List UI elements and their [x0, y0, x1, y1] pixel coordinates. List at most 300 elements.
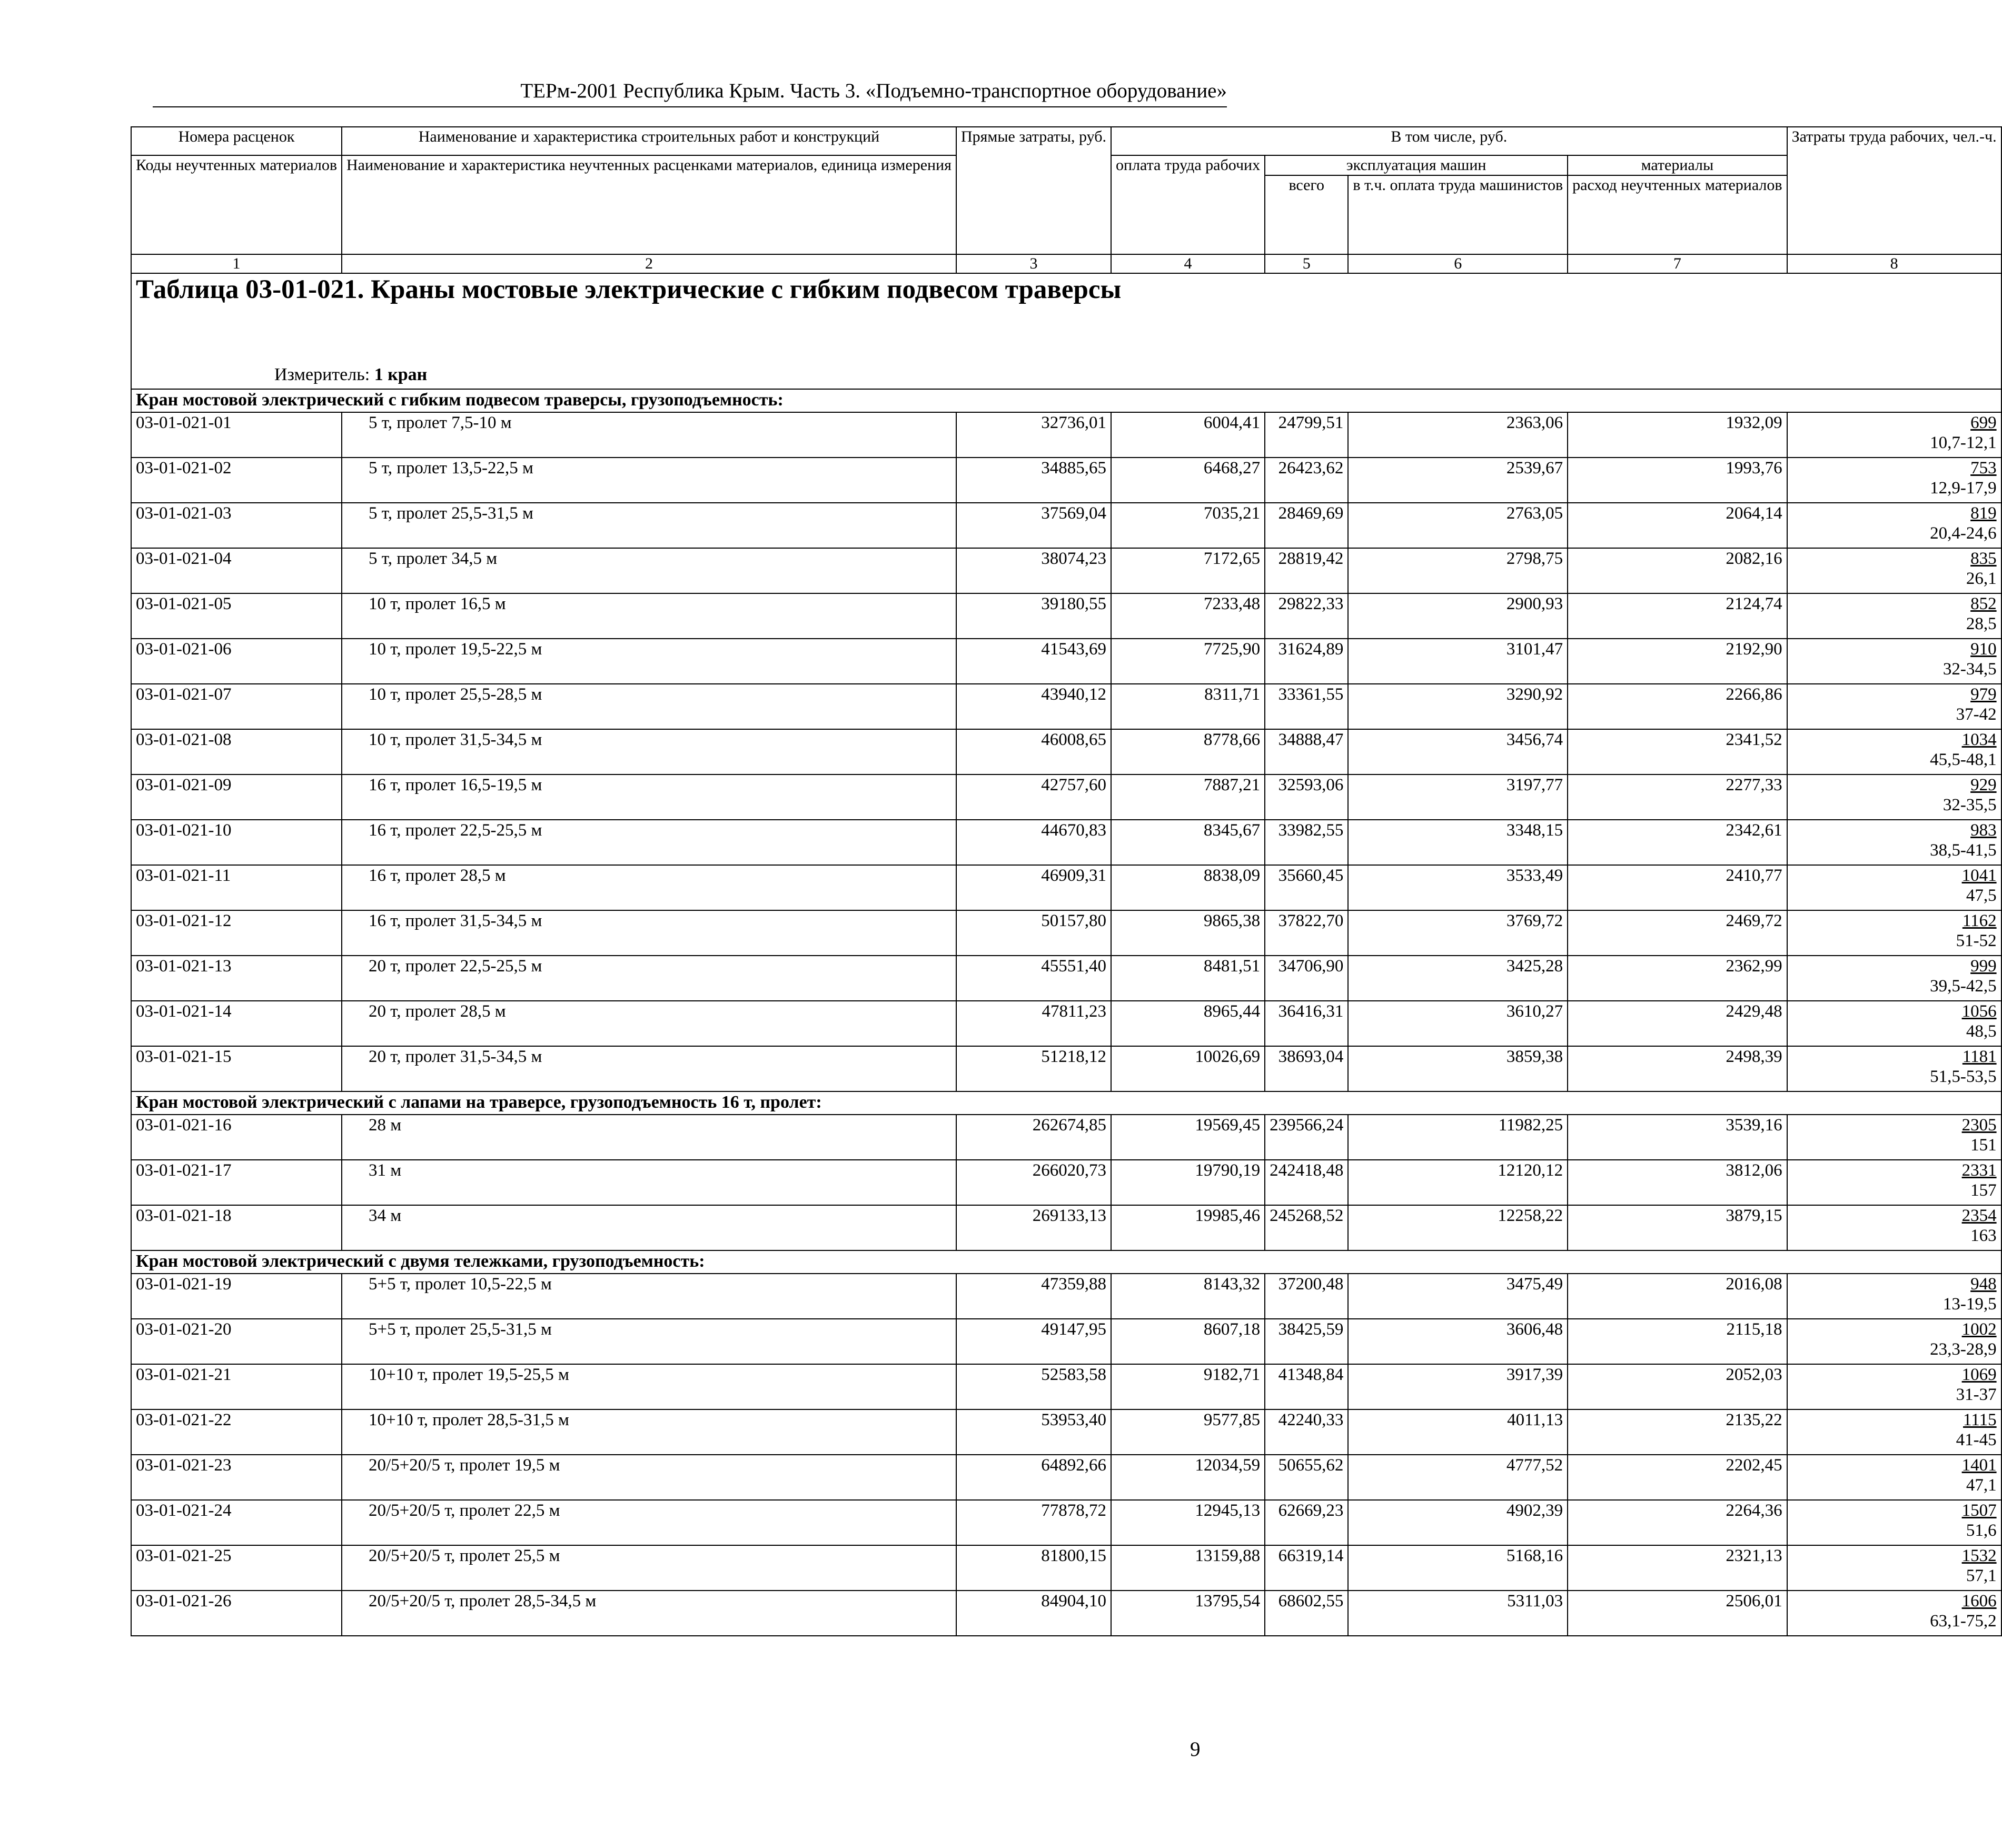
- workers-pay: 7035,21: [1111, 503, 1265, 548]
- labor-mass-cell: [1787, 1591, 2001, 1636]
- equipment-mass: 51,5-53,5: [1930, 1067, 1997, 1086]
- machines-total: 33361,55: [1265, 684, 1348, 729]
- labor-hours: 852: [1970, 594, 1997, 613]
- workers-pay: 19569,45: [1111, 1115, 1265, 1160]
- materials-cost: 2082,16: [1568, 548, 1787, 593]
- rate-code: 03-01-021-03: [131, 503, 342, 548]
- table-row: [131, 1160, 2001, 1205]
- direct-costs: 34885,65: [956, 458, 1111, 503]
- machines-total: 24799,51: [1265, 412, 1348, 458]
- direct-costs: 47359,88: [956, 1274, 1111, 1319]
- labor-hours: 929: [1970, 776, 1997, 794]
- operators-pay: 2900,93: [1348, 593, 1568, 639]
- header-pay: оплата труда рабочих: [1111, 155, 1265, 254]
- workers-pay: 8345,67: [1111, 820, 1265, 865]
- table-row: [131, 729, 2001, 774]
- materials-cost: 1932,09: [1568, 412, 1787, 458]
- table-row: [131, 1046, 2001, 1091]
- equipment-mass: 47,1: [1966, 1476, 1997, 1495]
- rate-code: 03-01-021-17: [131, 1160, 342, 1205]
- labor-mass-cell: [1787, 956, 2001, 1001]
- work-name: 10+10 т, пролет 19,5-25,5 м: [342, 1364, 956, 1409]
- work-name: 20/5+20/5 т, пролет 28,5-34,5 м: [342, 1591, 956, 1636]
- labor-hours: 1606: [1961, 1592, 1997, 1611]
- equipment-mass: 39,5-42,5: [1930, 977, 1997, 996]
- rate-code: 03-01-021-06: [131, 639, 342, 684]
- labor-hours: 1162: [1962, 911, 1997, 930]
- workers-pay: 12945,13: [1111, 1500, 1265, 1545]
- materials-cost: 2341,52: [1568, 729, 1787, 774]
- direct-costs: 41543,69: [956, 639, 1111, 684]
- work-name: 20/5+20/5 т, пролет 25,5 м: [342, 1545, 956, 1591]
- table-row: [131, 820, 2001, 865]
- operators-pay: 3456,74: [1348, 729, 1568, 774]
- labor-mass-cell: [1787, 1205, 2001, 1250]
- workers-pay: 8143,32: [1111, 1274, 1265, 1319]
- labor-mass-cell: [1787, 593, 2001, 639]
- table-row: [131, 1500, 2001, 1545]
- col-number: 4: [1111, 254, 1265, 273]
- work-name: 5 т, пролет 25,5-31,5 м: [342, 503, 956, 548]
- operators-pay: 2763,05: [1348, 503, 1568, 548]
- workers-pay: 8965,44: [1111, 1001, 1265, 1046]
- header-labor: Затраты труда рабочих, чел.-ч.: [1787, 127, 2001, 254]
- work-name: 10 т, пролет 25,5-28,5 м: [342, 684, 956, 729]
- operators-pay: 3917,39: [1348, 1364, 1568, 1409]
- materials-cost: 2321,13: [1568, 1545, 1787, 1591]
- header-incl-pay: в т.ч. оплата труда машинистов: [1348, 175, 1568, 254]
- equipment-mass: 163: [1970, 1226, 1997, 1245]
- equipment-mass: 28,5: [1966, 614, 1997, 633]
- direct-costs: 49147,95: [956, 1319, 1111, 1364]
- table-row: [131, 458, 2001, 503]
- header-col1-top: Номера расценок: [131, 127, 342, 155]
- materials-cost: 3539,16: [1568, 1115, 1787, 1160]
- machines-total: 34706,90: [1265, 956, 1348, 1001]
- work-name: 5 т, пролет 34,5 м: [342, 548, 956, 593]
- direct-costs: 46008,65: [956, 729, 1111, 774]
- equipment-mass: 32-34,5: [1942, 660, 1997, 679]
- rate-code: 03-01-021-07: [131, 684, 342, 729]
- equipment-mass: 12,9-17,9: [1930, 479, 1997, 498]
- operators-pay: 4902,39: [1348, 1500, 1568, 1545]
- direct-costs: 84904,10: [956, 1591, 1111, 1636]
- materials-cost: 2052,03: [1568, 1364, 1787, 1409]
- table-row: [131, 593, 2001, 639]
- materials-cost: 2064,14: [1568, 503, 1787, 548]
- equipment-mass: 57,1: [1966, 1566, 1997, 1585]
- materials-cost: 2266,86: [1568, 684, 1787, 729]
- direct-costs: 53953,40: [956, 1409, 1111, 1455]
- workers-pay: 9182,71: [1111, 1364, 1265, 1409]
- workers-pay: 7725,90: [1111, 639, 1265, 684]
- direct-costs: 44670,83: [956, 820, 1111, 865]
- labor-mass-cell: [1787, 503, 2001, 548]
- materials-cost: 3879,15: [1568, 1205, 1787, 1250]
- operators-pay: 11982,25: [1348, 1115, 1568, 1160]
- materials-cost: 2506,01: [1568, 1591, 1787, 1636]
- direct-costs: 51218,12: [956, 1046, 1111, 1091]
- operators-pay: 3859,38: [1348, 1046, 1568, 1091]
- machines-total: 41348,84: [1265, 1364, 1348, 1409]
- labor-hours: 753: [1970, 459, 1997, 478]
- equipment-mass: 157: [1970, 1181, 1997, 1200]
- col-number: 6: [1348, 254, 1568, 273]
- workers-pay: 8311,71: [1111, 684, 1265, 729]
- labor-hours: 2331: [1961, 1161, 1997, 1180]
- workers-pay: 6004,41: [1111, 412, 1265, 458]
- table-row: [131, 1319, 2001, 1364]
- labor-hours: 910: [1970, 640, 1997, 659]
- equipment-mass: 45,5-48,1: [1930, 750, 1997, 769]
- materials-cost: 2264,36: [1568, 1500, 1787, 1545]
- machines-total: 50655,62: [1265, 1455, 1348, 1500]
- rate-code: 03-01-021-20: [131, 1319, 342, 1364]
- col-number: 8: [1787, 254, 2001, 273]
- work-name: 28 м: [342, 1115, 956, 1160]
- labor-mass-cell: [1787, 684, 2001, 729]
- materials-cost: 2115,18: [1568, 1319, 1787, 1364]
- direct-costs: 46909,31: [956, 865, 1111, 910]
- machines-total: 32593,06: [1265, 774, 1348, 820]
- operators-pay: 3197,77: [1348, 774, 1568, 820]
- header-incl: В том числе, руб.: [1111, 127, 1787, 155]
- materials-cost: 3812,06: [1568, 1160, 1787, 1205]
- table-row: [131, 1591, 2001, 1636]
- labor-hours: 2354: [1961, 1206, 1997, 1225]
- labor-mass-cell: [1787, 1046, 2001, 1091]
- work-name: 5 т, пролет 7,5-10 м: [342, 412, 956, 458]
- work-name: 16 т, пролет 28,5 м: [342, 865, 956, 910]
- workers-pay: 10026,69: [1111, 1046, 1265, 1091]
- operators-pay: 4777,52: [1348, 1455, 1568, 1500]
- workers-pay: 8778,66: [1111, 729, 1265, 774]
- header-materials-top: материалы: [1568, 155, 1787, 175]
- machines-total: 34888,47: [1265, 729, 1348, 774]
- labor-mass-cell: [1787, 1364, 2001, 1409]
- header-materials-bottom: расход неучтенных материалов: [1568, 175, 1787, 254]
- direct-costs: 38074,23: [956, 548, 1111, 593]
- labor-hours: 948: [1970, 1275, 1997, 1294]
- machines-total: 29822,33: [1265, 593, 1348, 639]
- materials-cost: 2277,33: [1568, 774, 1787, 820]
- machines-total: 33982,55: [1265, 820, 1348, 865]
- table-row: [131, 1409, 2001, 1455]
- direct-costs: 81800,15: [956, 1545, 1111, 1591]
- labor-hours: 1401: [1961, 1456, 1997, 1475]
- operators-pay: 3475,49: [1348, 1274, 1568, 1319]
- machines-total: 42240,33: [1265, 1409, 1348, 1455]
- rate-code: 03-01-021-09: [131, 774, 342, 820]
- operators-pay: 3101,47: [1348, 639, 1568, 684]
- operators-pay: 5311,03: [1348, 1591, 1568, 1636]
- labor-mass-cell: [1787, 458, 2001, 503]
- rate-code: 03-01-021-22: [131, 1409, 342, 1455]
- labor-mass-cell: [1787, 1500, 2001, 1545]
- work-name: 31 м: [342, 1160, 956, 1205]
- direct-costs: 262674,85: [956, 1115, 1111, 1160]
- rates-table: [131, 126, 2002, 1636]
- labor-hours: 983: [1970, 821, 1997, 840]
- rate-code: 03-01-021-12: [131, 910, 342, 956]
- labor-hours: 2305: [1961, 1116, 1997, 1135]
- labor-mass-cell: [1787, 1001, 2001, 1046]
- labor-mass-cell: [1787, 1319, 2001, 1364]
- table-row: [131, 1455, 2001, 1500]
- col-number: 3: [956, 254, 1111, 273]
- labor-mass-cell: [1787, 774, 2001, 820]
- header-col3: Прямые затраты, руб.: [956, 127, 1111, 254]
- operators-pay: 3769,72: [1348, 910, 1568, 956]
- col-number: 1: [131, 254, 342, 273]
- workers-pay: 8607,18: [1111, 1319, 1265, 1364]
- table-row: [131, 1274, 2001, 1319]
- labor-hours: 1181: [1962, 1047, 1997, 1066]
- workers-pay: 8838,09: [1111, 865, 1265, 910]
- labor-hours: 1056: [1961, 1002, 1997, 1021]
- rate-code: 03-01-021-23: [131, 1455, 342, 1500]
- labor-mass-cell: [1787, 548, 2001, 593]
- table-row: [131, 956, 2001, 1001]
- direct-costs: 50157,80: [956, 910, 1111, 956]
- machines-total: 239566,24: [1265, 1115, 1348, 1160]
- direct-costs: 32736,01: [956, 412, 1111, 458]
- materials-cost: 1993,76: [1568, 458, 1787, 503]
- materials-cost: 2124,74: [1568, 593, 1787, 639]
- materials-cost: 2016,08: [1568, 1274, 1787, 1319]
- col-number: 5: [1265, 254, 1348, 273]
- equipment-mass: 41-45: [1956, 1430, 1997, 1449]
- equipment-mass: 37-42: [1956, 705, 1997, 724]
- table-row: [131, 503, 2001, 548]
- equipment-mass: 38,5-41,5: [1930, 841, 1997, 860]
- work-name: 20 т, пролет 28,5 м: [342, 1001, 956, 1046]
- table-row: [131, 910, 2001, 956]
- work-name: 20/5+20/5 т, пролет 22,5 м: [342, 1500, 956, 1545]
- header-col2-top: Наименование и характеристика строительных работ и конструкций: [342, 127, 956, 155]
- materials-cost: 2498,39: [1568, 1046, 1787, 1091]
- table-row: [131, 639, 2001, 684]
- col-number: 2: [342, 254, 956, 273]
- materials-cost: 2410,77: [1568, 865, 1787, 910]
- operators-pay: 2539,67: [1348, 458, 1568, 503]
- work-name: 16 т, пролет 16,5-19,5 м: [342, 774, 956, 820]
- workers-pay: 7887,21: [1111, 774, 1265, 820]
- machines-total: 35660,45: [1265, 865, 1348, 910]
- rate-code: 03-01-021-14: [131, 1001, 342, 1046]
- machines-total: 68602,55: [1265, 1591, 1348, 1636]
- materials-cost: 2429,48: [1568, 1001, 1787, 1046]
- work-name: 16 т, пролет 31,5-34,5 м: [342, 910, 956, 956]
- equipment-mass: 13-19,5: [1942, 1295, 1997, 1314]
- work-name: 16 т, пролет 22,5-25,5 м: [342, 820, 956, 865]
- machines-total: 38425,59: [1265, 1319, 1348, 1364]
- labor-mass-cell: [1787, 1455, 2001, 1500]
- labor-hours: 1069: [1961, 1365, 1997, 1384]
- group-title: Кран мостовой электрический с двумя тележками, грузоподъемность:: [131, 1250, 2001, 1274]
- rate-code: 03-01-021-11: [131, 865, 342, 910]
- meter: [136, 362, 1997, 388]
- machines-total: 36416,31: [1265, 1001, 1348, 1046]
- labor-hours: 1532: [1961, 1546, 1997, 1565]
- work-name: 10 т, пролет 31,5-34,5 м: [342, 729, 956, 774]
- operators-pay: 3425,28: [1348, 956, 1568, 1001]
- rate-code: 03-01-021-01: [131, 412, 342, 458]
- header-total: всего: [1265, 175, 1348, 254]
- machines-total: 62669,23: [1265, 1500, 1348, 1545]
- work-name: 20 т, пролет 31,5-34,5 м: [342, 1046, 956, 1091]
- direct-costs: 52583,58: [956, 1364, 1111, 1409]
- labor-mass-cell: [1787, 729, 2001, 774]
- operators-pay: 3606,48: [1348, 1319, 1568, 1364]
- operators-pay: 3290,92: [1348, 684, 1568, 729]
- equipment-mass: 10,7-12,1: [1930, 433, 1997, 452]
- equipment-mass: 151: [1970, 1136, 1997, 1155]
- direct-costs: 42757,60: [956, 774, 1111, 820]
- labor-hours: 819: [1970, 504, 1997, 523]
- work-name: 20 т, пролет 22,5-25,5 м: [342, 956, 956, 1001]
- table-row: [131, 1545, 2001, 1591]
- workers-pay: 6468,27: [1111, 458, 1265, 503]
- table-row: [131, 1115, 2001, 1160]
- work-name: 10 т, пролет 19,5-22,5 м: [342, 639, 956, 684]
- group-title: Кран мостовой электрический с гибким подвесом траверсы, грузоподъемность:: [131, 389, 2001, 412]
- labor-hours: 1002: [1961, 1320, 1997, 1339]
- labor-hours: 1041: [1961, 866, 1997, 885]
- workers-pay: 9577,85: [1111, 1409, 1265, 1455]
- table-title-cell: [131, 273, 2001, 362]
- machines-total: 31624,89: [1265, 639, 1348, 684]
- table-row: [131, 774, 2001, 820]
- labor-mass-cell: [1787, 1409, 2001, 1455]
- workers-pay: 12034,59: [1111, 1455, 1265, 1500]
- work-name: 20/5+20/5 т, пролет 19,5 м: [342, 1455, 956, 1500]
- operators-pay: 2798,75: [1348, 548, 1568, 593]
- labor-hours: 835: [1970, 549, 1997, 568]
- rate-code: 03-01-021-10: [131, 820, 342, 865]
- equipment-mass: 47,5: [1966, 886, 1997, 905]
- rate-code: 03-01-021-18: [131, 1205, 342, 1250]
- labor-mass-cell: [1787, 639, 2001, 684]
- machines-total: 28819,42: [1265, 548, 1348, 593]
- rate-code: 03-01-021-24: [131, 1500, 342, 1545]
- direct-costs: 37569,04: [956, 503, 1111, 548]
- machines-total: 26423,62: [1265, 458, 1348, 503]
- workers-pay: 8481,51: [1111, 956, 1265, 1001]
- direct-costs: 47811,23: [956, 1001, 1111, 1046]
- labor-hours: 1034: [1961, 730, 1997, 749]
- work-name: 5 т, пролет 13,5-22,5 м: [342, 458, 956, 503]
- machines-total: 38693,04: [1265, 1046, 1348, 1091]
- meter-value: 1 кран: [374, 365, 428, 384]
- materials-cost: 2135,22: [1568, 1409, 1787, 1455]
- table-row: [131, 1001, 2001, 1046]
- labor-mass-cell: [1787, 1545, 2001, 1591]
- rate-code: 03-01-021-21: [131, 1364, 342, 1409]
- rate-code: 03-01-021-19: [131, 1274, 342, 1319]
- equipment-mass: 20,4-24,6: [1930, 524, 1997, 543]
- labor-mass-cell: [1787, 820, 2001, 865]
- operators-pay: 5168,16: [1348, 1545, 1568, 1591]
- table-title: Таблица 03-01-021. Краны мостовые электрические с гибким подвесом траверсы: [136, 275, 1122, 304]
- workers-pay: 9865,38: [1111, 910, 1265, 956]
- operators-pay: 3348,15: [1348, 820, 1568, 865]
- materials-cost: 2469,72: [1568, 910, 1787, 956]
- labor-mass-cell: [1787, 412, 2001, 458]
- labor-hours: 999: [1970, 957, 1997, 976]
- machines-total: 245268,52: [1265, 1205, 1348, 1250]
- header-machines: эксплуатация машин: [1265, 155, 1568, 175]
- materials-cost: 2192,90: [1568, 639, 1787, 684]
- materials-cost: 2342,61: [1568, 820, 1787, 865]
- labor-mass-cell: [1787, 1160, 2001, 1205]
- direct-costs: 77878,72: [956, 1500, 1111, 1545]
- table-row: [131, 548, 2001, 593]
- equipment-mass: 31-37: [1956, 1385, 1997, 1404]
- direct-costs: 64892,66: [956, 1455, 1111, 1500]
- labor-mass-cell: [1787, 910, 2001, 956]
- rate-code: 03-01-021-26: [131, 1591, 342, 1636]
- labor-hours: 699: [1970, 413, 1997, 432]
- work-name: 5+5 т, пролет 10,5-22,5 м: [342, 1274, 956, 1319]
- labor-mass-cell: [1787, 865, 2001, 910]
- rate-code: 03-01-021-16: [131, 1115, 342, 1160]
- page-number: 9: [1190, 1738, 1201, 1761]
- rate-code: 03-01-021-15: [131, 1046, 342, 1091]
- equipment-mass: 63,1-75,2: [1930, 1612, 1997, 1631]
- rate-code: 03-01-021-08: [131, 729, 342, 774]
- col-number: 7: [1568, 254, 1787, 273]
- equipment-mass: 51-52: [1956, 931, 1997, 950]
- equipment-mass: 48,5: [1966, 1022, 1997, 1041]
- machines-total: 242418,48: [1265, 1160, 1348, 1205]
- rate-code: 03-01-021-25: [131, 1545, 342, 1591]
- workers-pay: 7233,48: [1111, 593, 1265, 639]
- rate-code: 03-01-021-13: [131, 956, 342, 1001]
- labor-hours: 1115: [1963, 1410, 1997, 1429]
- running-head: ТЕРм-2001 Республика Крым. Часть 3. «Подъемно-транспортное оборудование»: [153, 79, 1227, 107]
- direct-costs: 43940,12: [956, 684, 1111, 729]
- table-row: [131, 684, 2001, 729]
- direct-costs: 39180,55: [956, 593, 1111, 639]
- direct-costs: 266020,73: [956, 1160, 1111, 1205]
- table-row: [131, 1364, 2001, 1409]
- workers-pay: 19790,19: [1111, 1160, 1265, 1205]
- operators-pay: 3533,49: [1348, 865, 1568, 910]
- materials-cost: 2202,45: [1568, 1455, 1787, 1500]
- labor-mass-cell: [1787, 1274, 2001, 1319]
- work-name: 5+5 т, пролет 25,5-31,5 м: [342, 1319, 956, 1364]
- operators-pay: 4011,13: [1348, 1409, 1568, 1455]
- work-name: 34 м: [342, 1205, 956, 1250]
- meter-cell: [131, 362, 2001, 389]
- direct-costs: 45551,40: [956, 956, 1111, 1001]
- machines-total: 37822,70: [1265, 910, 1348, 956]
- work-name: 10+10 т, пролет 28,5-31,5 м: [342, 1409, 956, 1455]
- direct-costs: 269133,13: [956, 1205, 1111, 1250]
- machines-total: 28469,69: [1265, 503, 1348, 548]
- operators-pay: 12258,22: [1348, 1205, 1568, 1250]
- work-name: 10 т, пролет 16,5 м: [342, 593, 956, 639]
- operators-pay: 3610,27: [1348, 1001, 1568, 1046]
- rate-code: 03-01-021-02: [131, 458, 342, 503]
- table-row: [131, 865, 2001, 910]
- workers-pay: 13159,88: [1111, 1545, 1265, 1591]
- workers-pay: 7172,65: [1111, 548, 1265, 593]
- group-title: Кран мостовой электрический с лапами на траверсе, грузоподъемность 16 т, пролет:: [131, 1091, 2001, 1115]
- table-row: [131, 412, 2001, 458]
- workers-pay: 19985,46: [1111, 1205, 1265, 1250]
